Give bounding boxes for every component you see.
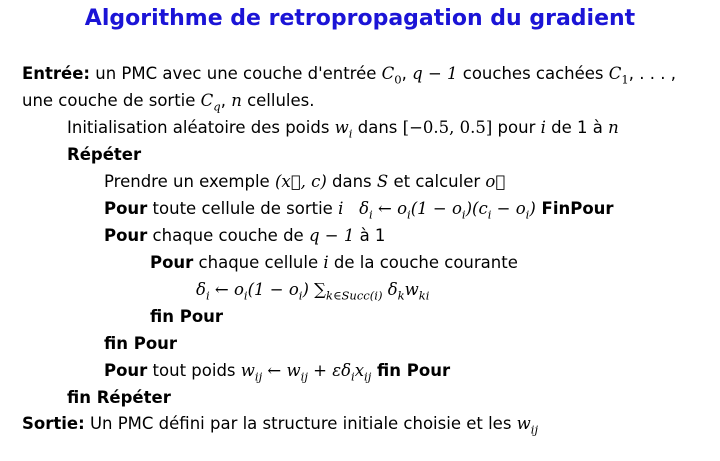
sub: i bbox=[351, 369, 355, 384]
sub: k∈Succ(i) bbox=[325, 288, 383, 303]
end-repeat-line bbox=[67, 388, 171, 408]
repeat-line bbox=[67, 145, 141, 165]
text: toute cellule de sortie bbox=[147, 199, 339, 218]
sub: i bbox=[407, 207, 411, 222]
math: ← o bbox=[372, 199, 407, 218]
math: n bbox=[608, 118, 619, 137]
input-keyword: Entrée: bbox=[22, 64, 91, 83]
fin-pour-keyword: fin Pour bbox=[150, 307, 224, 326]
math: w bbox=[334, 118, 349, 137]
page-title: Algorithme de retropropagation du gradient bbox=[84, 6, 636, 31]
end-outer-for-line bbox=[104, 334, 177, 354]
sub: ij bbox=[300, 369, 308, 384]
output-layer-line bbox=[22, 91, 315, 116]
text: un PMC avec une couche d'entrée bbox=[90, 64, 382, 83]
text: , bbox=[220, 91, 232, 110]
finpour-keyword: FinPour bbox=[535, 199, 614, 218]
pour-keyword: Pour bbox=[104, 199, 148, 218]
hidden-delta-line bbox=[196, 280, 430, 305]
math: ) bbox=[529, 199, 536, 218]
math: w bbox=[516, 414, 531, 433]
math: i bbox=[338, 199, 344, 218]
example-line bbox=[104, 172, 505, 192]
sub: i bbox=[525, 207, 530, 222]
output-delta-line bbox=[104, 199, 614, 224]
math: w bbox=[240, 361, 255, 380]
math: (x⃗, c) bbox=[274, 172, 327, 191]
text: de 1 à bbox=[545, 118, 609, 137]
pour-keyword: Pour bbox=[104, 361, 148, 380]
text: , . . . , bbox=[628, 64, 676, 83]
math: )(c bbox=[465, 199, 488, 218]
math: [−0.5, 0.5] bbox=[402, 118, 493, 137]
pour-keyword: Pour bbox=[104, 226, 148, 245]
math: C bbox=[381, 64, 395, 83]
layer-loop-line bbox=[104, 226, 385, 246]
sub: 0 bbox=[394, 72, 402, 87]
text: chaque couche de bbox=[147, 226, 309, 245]
math: ← w bbox=[262, 361, 301, 380]
text: une couche de sortie bbox=[22, 91, 201, 110]
sub: i bbox=[487, 207, 492, 222]
fin-repeter-keyword: fin Répéter bbox=[67, 388, 171, 407]
math: δ bbox=[359, 199, 370, 218]
math: − o bbox=[491, 199, 526, 218]
text: tout poids bbox=[147, 361, 241, 380]
text: Un PMC défini par la structure initiale choisie et les bbox=[84, 414, 517, 433]
text: à 1 bbox=[354, 226, 386, 245]
fin-pour-keyword: fin Pour bbox=[104, 334, 178, 353]
text: , bbox=[401, 64, 413, 83]
sub: k bbox=[397, 288, 405, 303]
math: (1 − o bbox=[247, 280, 299, 299]
math: (1 − o bbox=[410, 199, 462, 218]
text: et calculer bbox=[388, 172, 486, 191]
math: n bbox=[231, 91, 242, 110]
text: Initialisation aléatoire des poids bbox=[67, 118, 335, 137]
math: i bbox=[323, 253, 329, 272]
math: o⃗ bbox=[485, 172, 506, 191]
pour-keyword: Pour bbox=[150, 253, 194, 272]
text: couches cachées bbox=[457, 64, 609, 83]
math: C bbox=[200, 91, 214, 110]
init-line bbox=[67, 118, 619, 143]
math: q − 1 bbox=[308, 226, 355, 245]
repeat-keyword: Répéter bbox=[67, 145, 142, 164]
sub: i bbox=[461, 207, 466, 222]
math: ← o bbox=[209, 280, 244, 299]
text: Prendre un exemple bbox=[104, 172, 275, 191]
input-line bbox=[22, 64, 676, 89]
math: ) ∑ bbox=[302, 280, 326, 299]
text: chaque cellule bbox=[193, 253, 324, 272]
math: w bbox=[404, 280, 419, 299]
math: + εδ bbox=[307, 361, 352, 380]
output-line bbox=[22, 414, 538, 439]
sub: i bbox=[369, 207, 373, 222]
sub: ki bbox=[418, 288, 430, 303]
cell-loop-line bbox=[150, 253, 518, 273]
output-keyword: Sortie: bbox=[22, 414, 85, 433]
fin-pour-keyword: fin Pour bbox=[371, 361, 451, 380]
sub: i bbox=[205, 288, 210, 303]
sub: i bbox=[243, 288, 248, 303]
sub: 1 bbox=[621, 72, 629, 87]
math: x bbox=[354, 361, 365, 380]
math: δ bbox=[382, 280, 398, 299]
end-inner-for-line bbox=[150, 307, 223, 327]
sub: i bbox=[348, 126, 353, 141]
sub: ij bbox=[530, 422, 539, 437]
text: cellules. bbox=[241, 91, 315, 110]
text: pour bbox=[492, 118, 541, 137]
text: de la couche courante bbox=[328, 253, 518, 272]
weight-update-line bbox=[104, 361, 450, 386]
sub: ij bbox=[254, 369, 263, 384]
sub: i bbox=[298, 288, 303, 303]
sub: ij bbox=[364, 369, 372, 384]
text: dans bbox=[352, 118, 403, 137]
math: C bbox=[608, 64, 622, 83]
text: dans bbox=[326, 172, 377, 191]
sub: q bbox=[213, 99, 221, 114]
math: S bbox=[376, 172, 389, 191]
math: δ bbox=[196, 280, 206, 299]
math: q − 1 bbox=[412, 64, 458, 83]
math: i bbox=[540, 118, 546, 137]
